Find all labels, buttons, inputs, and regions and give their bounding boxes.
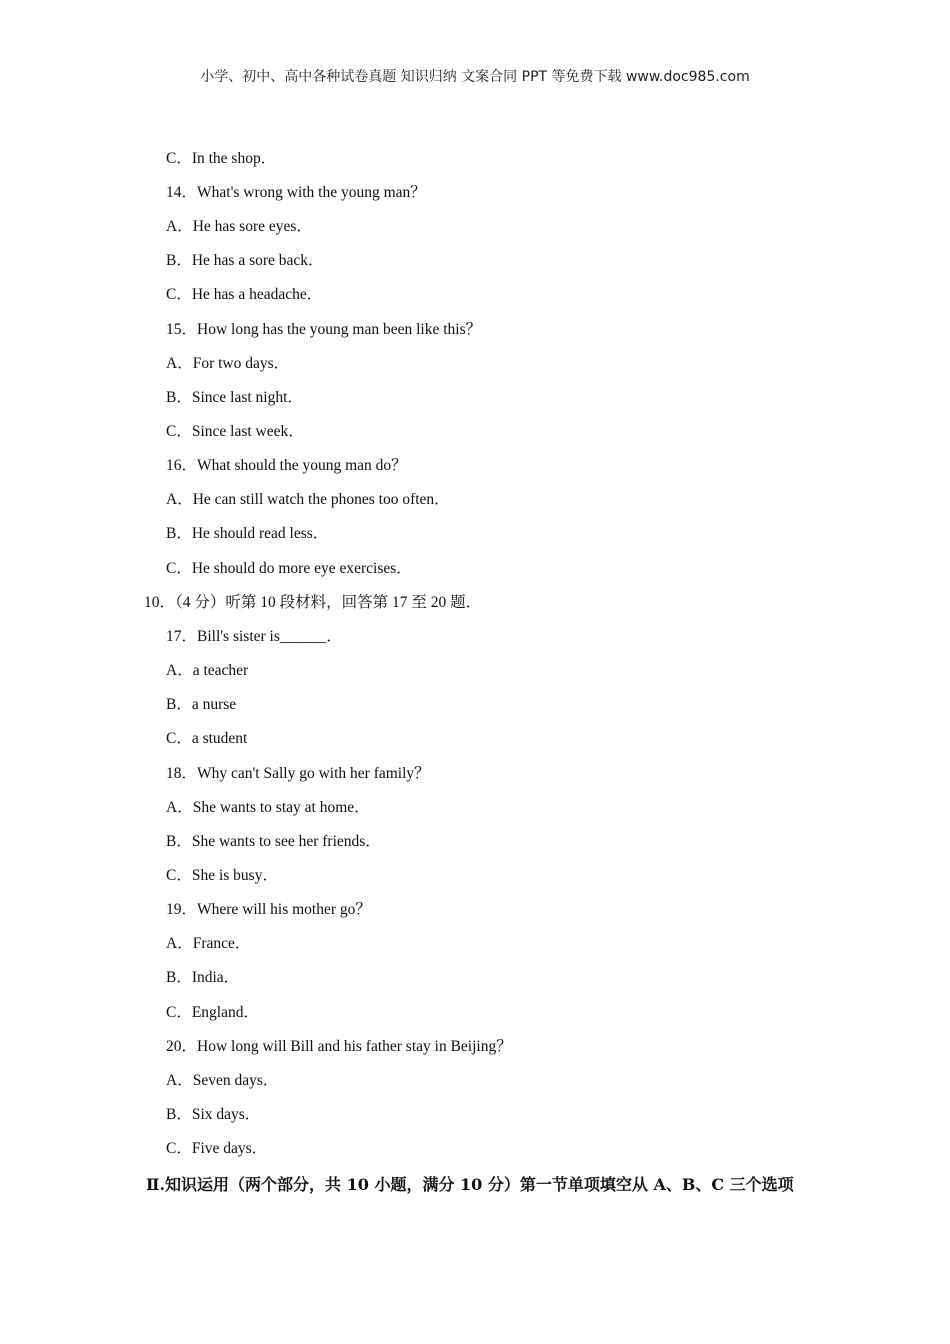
- option-c-q17: C．a student: [166, 730, 248, 747]
- question-18: 18．Why can't Sally go with her family？: [166, 765, 430, 782]
- option-b-q19: B．India．: [166, 969, 240, 986]
- question-17: 17．Bill's sister is______．: [166, 628, 342, 645]
- option-b-q17: B．a nurse: [166, 696, 237, 713]
- option-c-q14: C．He has a headache．: [166, 286, 323, 303]
- option-b-q14: B．He has a sore back．: [166, 252, 324, 269]
- option-b-q16: B．He should read less．: [166, 525, 329, 542]
- page-header: 小学、初中、高中各种试卷真题 知识归纳 文案合同 PPT 等免费下载 www.doc985.com: [200, 69, 750, 85]
- option-c-q18: C．She is busy．: [166, 867, 278, 884]
- question-15: 15．How long has the young man been like this？: [166, 321, 482, 338]
- option-a-q19: A．France．: [166, 935, 251, 952]
- option-c-q16: C．He should do more eye exercises．: [166, 560, 412, 577]
- option-a-q17: A．a teacher: [166, 662, 249, 679]
- option-c-q19: C．England．: [166, 1004, 259, 1021]
- option-b-q15: B．Since last night．: [166, 389, 303, 406]
- option-a-q15: A．For two days．: [166, 355, 290, 372]
- question-19: 19．Where will his mother go？: [166, 901, 371, 918]
- question-16: 16．What should the young man do？: [166, 457, 407, 474]
- option-a-q18: A．She wants to stay at home．: [166, 799, 370, 816]
- option-c-q20: C．Five days．: [166, 1140, 268, 1157]
- question-14: 14．What's wrong with the young man？: [166, 184, 426, 201]
- item-10-instruction: 10．（4 分）听第 10 段材料，回答第 17 至 20 题．: [144, 594, 482, 611]
- option-c-q13: C．In the shop．: [166, 150, 277, 167]
- option-a-q20: A．Seven days．: [166, 1072, 279, 1089]
- option-c-q15: C．Since last week．: [166, 423, 304, 440]
- option-b-q20: B．Six days．: [166, 1106, 261, 1123]
- option-a-q16: A．He can still watch the phones too often．: [166, 491, 450, 508]
- section-heading: Ⅱ.知识运用（两个部分，共 10 小题，满分 10 分）第一节单项填空从 A、B、C 三个选项: [146, 1175, 794, 1194]
- option-a-q14: A．He has sore eyes．: [166, 218, 312, 235]
- option-b-q18: B．She wants to see her friends．: [166, 833, 381, 850]
- question-20: 20．How long will Bill and his father stay in Beijing？: [166, 1038, 512, 1055]
